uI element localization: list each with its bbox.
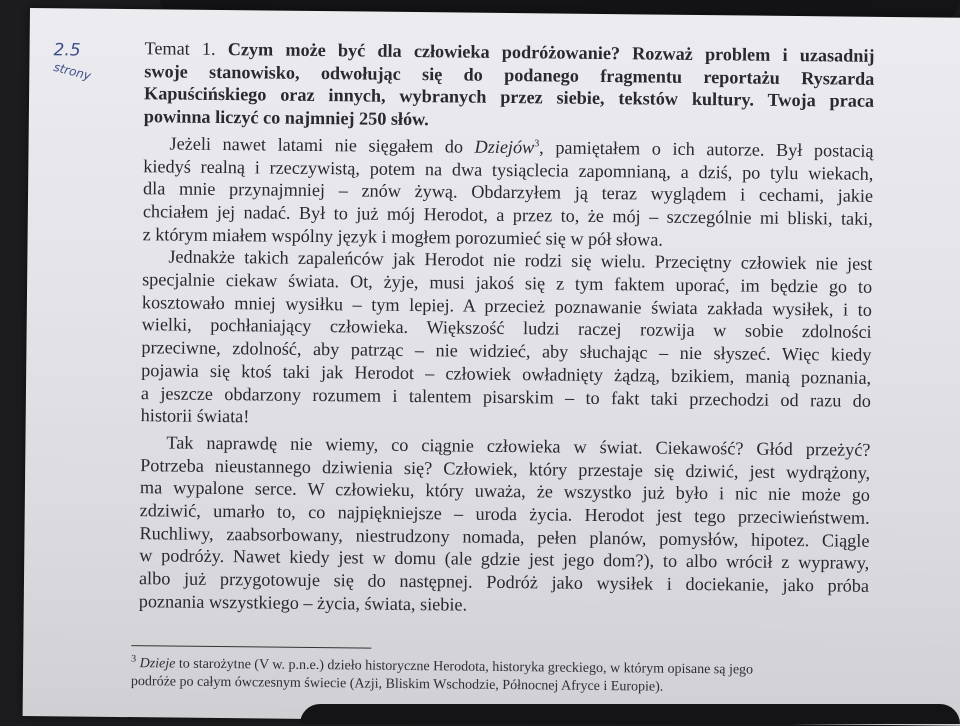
text-line: poznania wszystkiego – życia, świata, siebie. (138, 591, 468, 615)
text-line: albo już przygotowuje się do następnej. Podróż jako wysiłek i dociekanie, jako próba (138, 568, 870, 596)
topic-line: Kapuścińskiego oraz innych, wybranych przez siebie, tekstów kultury. Twoja praca (144, 83, 875, 112)
footnote-title: Dzieje (139, 656, 176, 672)
text-line: historii świata! (140, 405, 250, 427)
text-span: , pamiętałem o ich autorze. Był postacią (539, 137, 874, 161)
text-line: a jeszcze obdarzony rozumem i talentem pisarskim – to fakt taki przechodzi od razu do (140, 382, 872, 411)
text-line: zdziwić, umarło to, co najpiękniejsze – uroda życia. Herodot jest tego przeciwieństwem. (139, 500, 870, 528)
footnote-line: podróże po całym ówczesnym świecie (Azji, Bliskim Wschodzie, Północnej Afryce i Europie). (130, 674, 664, 695)
book-title: Dziejów (474, 136, 535, 158)
topic-text: Czym może być dla człowieka podróżowanie? Rozważ problem i uzasadnij (227, 39, 875, 66)
essay-topic (144, 37, 875, 135)
text-line: wielki, pochłaniający człowieka. Większość ludzi raczej rozwija w sobie zdolności (141, 314, 872, 343)
topic-number: Temat 1. (144, 38, 228, 60)
text-line: kosztowało mniej wysiłku – tym lepiej. A przecież poznawanie świata zakłada wysiłek, i to (141, 291, 872, 320)
text-line: Jednakże takich zapaleńców jak Herodot nie rodzi się wielu. Przeciętny człowiek nie jest (168, 246, 873, 275)
text-line: z którym miałem wspólny język i mogłem porozumieć się w pół słowa. (142, 223, 663, 250)
background-bottom (300, 704, 960, 724)
text-line: ma wypalone serce. W człowieku, który uważa, że wszystko już było i nic nie może go (139, 477, 871, 506)
text-line: w podróży. Nawet kiedy jest w domu (ale gdzie jest jego dom?), to albo wrócił z wyprawy, (139, 545, 870, 574)
text-span: Jeżeli nawet latami nie sięgałem do (169, 133, 475, 157)
text-line: specjalnie ciekaw świata. Ot, żyje, musi jakoś się z tym faktem uporać, im będzie go to (142, 269, 873, 297)
topic-line: powinna liczyć co najmniej 250 słów. (143, 106, 429, 130)
text-line: pojawia się ktoś taki jak Herodot – człowiek owładnięty żądzą, bzikiem, manią poznania, (141, 360, 872, 388)
handwritten-note: strony (52, 59, 93, 84)
text-line: kiedyś realną i rzeczywistą, potem na dwa tysiąclecia zapomnianą, a dziś, po tylu wiekach, (143, 155, 874, 184)
text-line: Tak naprawdę nie wiemy, co ciągnie człowieka w świat. Ciekawość? Głód przeżyć? (166, 432, 871, 460)
footnote-mark: 3 (131, 653, 137, 665)
document-page (23, 8, 960, 726)
text-line: Ruchliwy, zaabsorbowany, niestrudzony nomada, pełen planów, pomysłów, hipotez. Ciągle (139, 522, 870, 551)
footnote-ref[interactable]: 3 (534, 138, 540, 150)
footnote-divider (131, 645, 371, 649)
paragraph-1 (143, 132, 874, 253)
handwritten-page-count: 2.5 (53, 40, 81, 61)
topic-line: swoje stanowisko, odwołując się do podanego fragmentu reportażu Ryszarda (144, 60, 875, 89)
text-line: Potrzeba nieustannego dziwienia się? Człowiek, który przestaje się dziwić, jest wydrążony, (140, 454, 871, 483)
text-line: chciałem jej nadać. Był to już mój Herodot, a przez to, że mój – szczególnie mi bliski, taki, (142, 201, 873, 229)
paragraph-2 (141, 246, 873, 435)
document-text (139, 37, 875, 620)
paragraph-3 (139, 431, 871, 620)
text-span: to starożytne (V w. p.n.e.) dzieło historyczne Herodota, historyka greckiego, w którym opisane są jego (175, 656, 754, 678)
text-line: dla mnie przynajmniej – znów żywą. Obdarzyłem ją teraz wyglądem i cechami, jakie (143, 178, 874, 207)
footnote (131, 655, 861, 699)
text-line: przeciwne, zdolność, aby patrząc – nie widzieć, aby słuchając – nie słyszeć. Więc kiedy (141, 337, 872, 365)
